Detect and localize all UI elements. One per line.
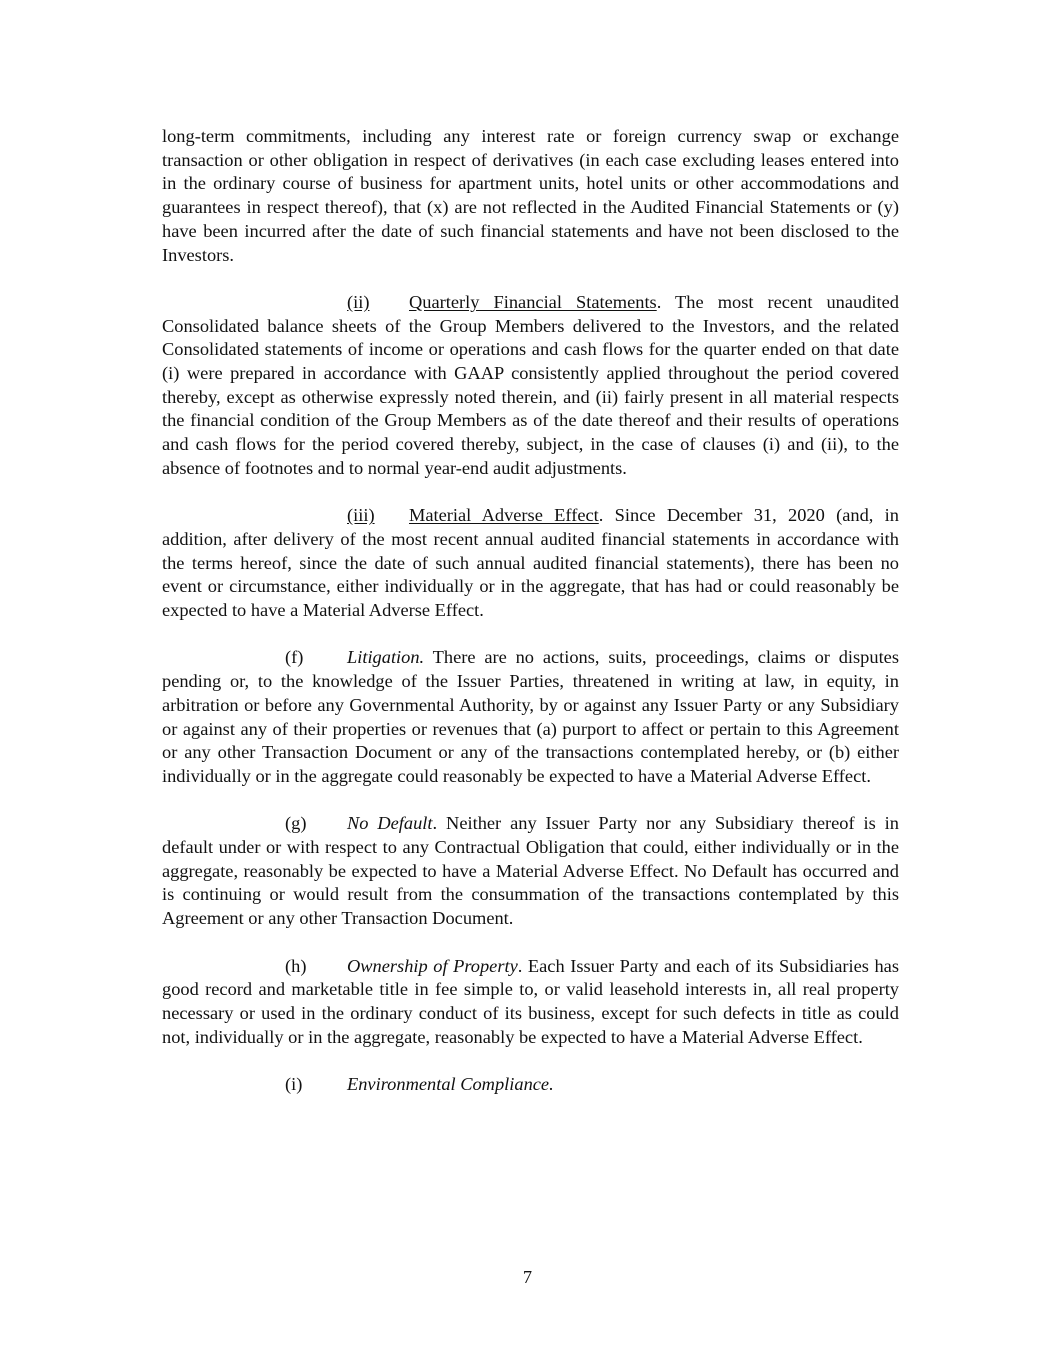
section-no-default: [162, 812, 899, 931]
section-litigation: [162, 646, 899, 788]
subsection-heading: Material Adverse Effect: [409, 505, 599, 526]
subsection-quarterly-financial-statements: [162, 291, 899, 481]
document-page: [162, 125, 899, 1120]
section-heading: Environmental Compliance: [347, 1074, 550, 1095]
paragraph-continuation: [162, 125, 899, 267]
paragraph-text: There are no actions, suits, proceedings, claims or disputes pending or, to the knowledge of the Issuer Parties, threatened in writing at law, in equity, in arbitration or before any Governmental Authority, by or against any Issuer Party or any Subsidiary or against any of their properties or revenues that (a) purport to affect or pertain to this Agreement or any other Transaction Document or any of the transactions contemplated hereby, or (b) either individually or in the aggregate could reasonably be expected to have a Material Adverse Effect.: [162, 647, 899, 786]
paragraph-text: . Since December 31, 2020 (and, in addition, after delivery of the most recent annual audited financial statements in accordance with the terms hereof, since the date of such annual audited financial statements), there has been no event or circumstance, either individually or in the aggregate, that has had or could reasonably be expected to have a Material Adverse Effect.: [162, 505, 899, 621]
section-number: (h): [285, 955, 307, 976]
section-number: (f): [285, 647, 304, 668]
section-ownership-of-property: [162, 955, 899, 1050]
paragraph-text: . Neither any Issuer Party nor any Subsidiary thereof is in default under or with respect to any Contractual Obligation that could, either individually or in the aggregate, reasonably be expected to have a Material Adverse Effect. No Default has occurred and is continuing or would result from the consummation of the transactions contemplated by this Agreement or any other Transaction Document.: [162, 813, 899, 929]
section-number: (i): [285, 1074, 303, 1095]
subsection-number: (ii): [347, 291, 370, 312]
subsection-number: (iii): [347, 505, 375, 526]
section-environmental-compliance: [162, 1073, 899, 1097]
section-heading: Litigation.: [347, 647, 425, 668]
subsection-heading: Quarterly Financial Statements: [409, 291, 657, 312]
section-heading: Ownership of Property: [347, 955, 518, 976]
subsection-material-adverse-effect: [162, 504, 899, 623]
page-number: 7: [522, 1267, 533, 1287]
paragraph-text: . Each Issuer Party and each of its Subsidiaries has good record and marketable title in fee simple to, or valid leasehold interests in, all real property necessary or used in the ordinary conduct of its business, except for such defects in title as could not, individually or in the aggregate, reasonably be expected to have a Material Adverse Effect.: [162, 955, 899, 1047]
paragraph-text: long-term commitments, including any interest rate or foreign currency swap or exchange transaction or other obligation in respect of derivatives (in each case excluding leases entered into in the ordinary course of business for apartment units, hotel units or other accommodations and guarantees in respect thereof), that (x) are not reflected in the Audited Financial Statements or (y) have been incurred after the date of such financial statements and have not been disclosed to the Investors.: [162, 126, 899, 265]
paragraph-text: .: [549, 1074, 554, 1095]
section-heading: No Default: [347, 813, 433, 834]
section-number: (g): [285, 813, 307, 834]
paragraph-text: . The most recent unaudited Consolidated balance sheets of the Group Members delivered to the Investors, and the related Consolidated statements of income or operations and cash flows for the quarter ended on that date (i) were prepared in accordance with GAAP consistently applied throughout the period covered thereby, except as otherwise expressly noted therein, and (ii) fairly present in all material respects the financial condition of the Group Members as of the date thereof and their results of operations and cash flows for the period covered thereby, subject, in the case of clauses (i) and (ii), to the absence of footnotes and to normal year-end audit adjustments.: [162, 291, 900, 478]
